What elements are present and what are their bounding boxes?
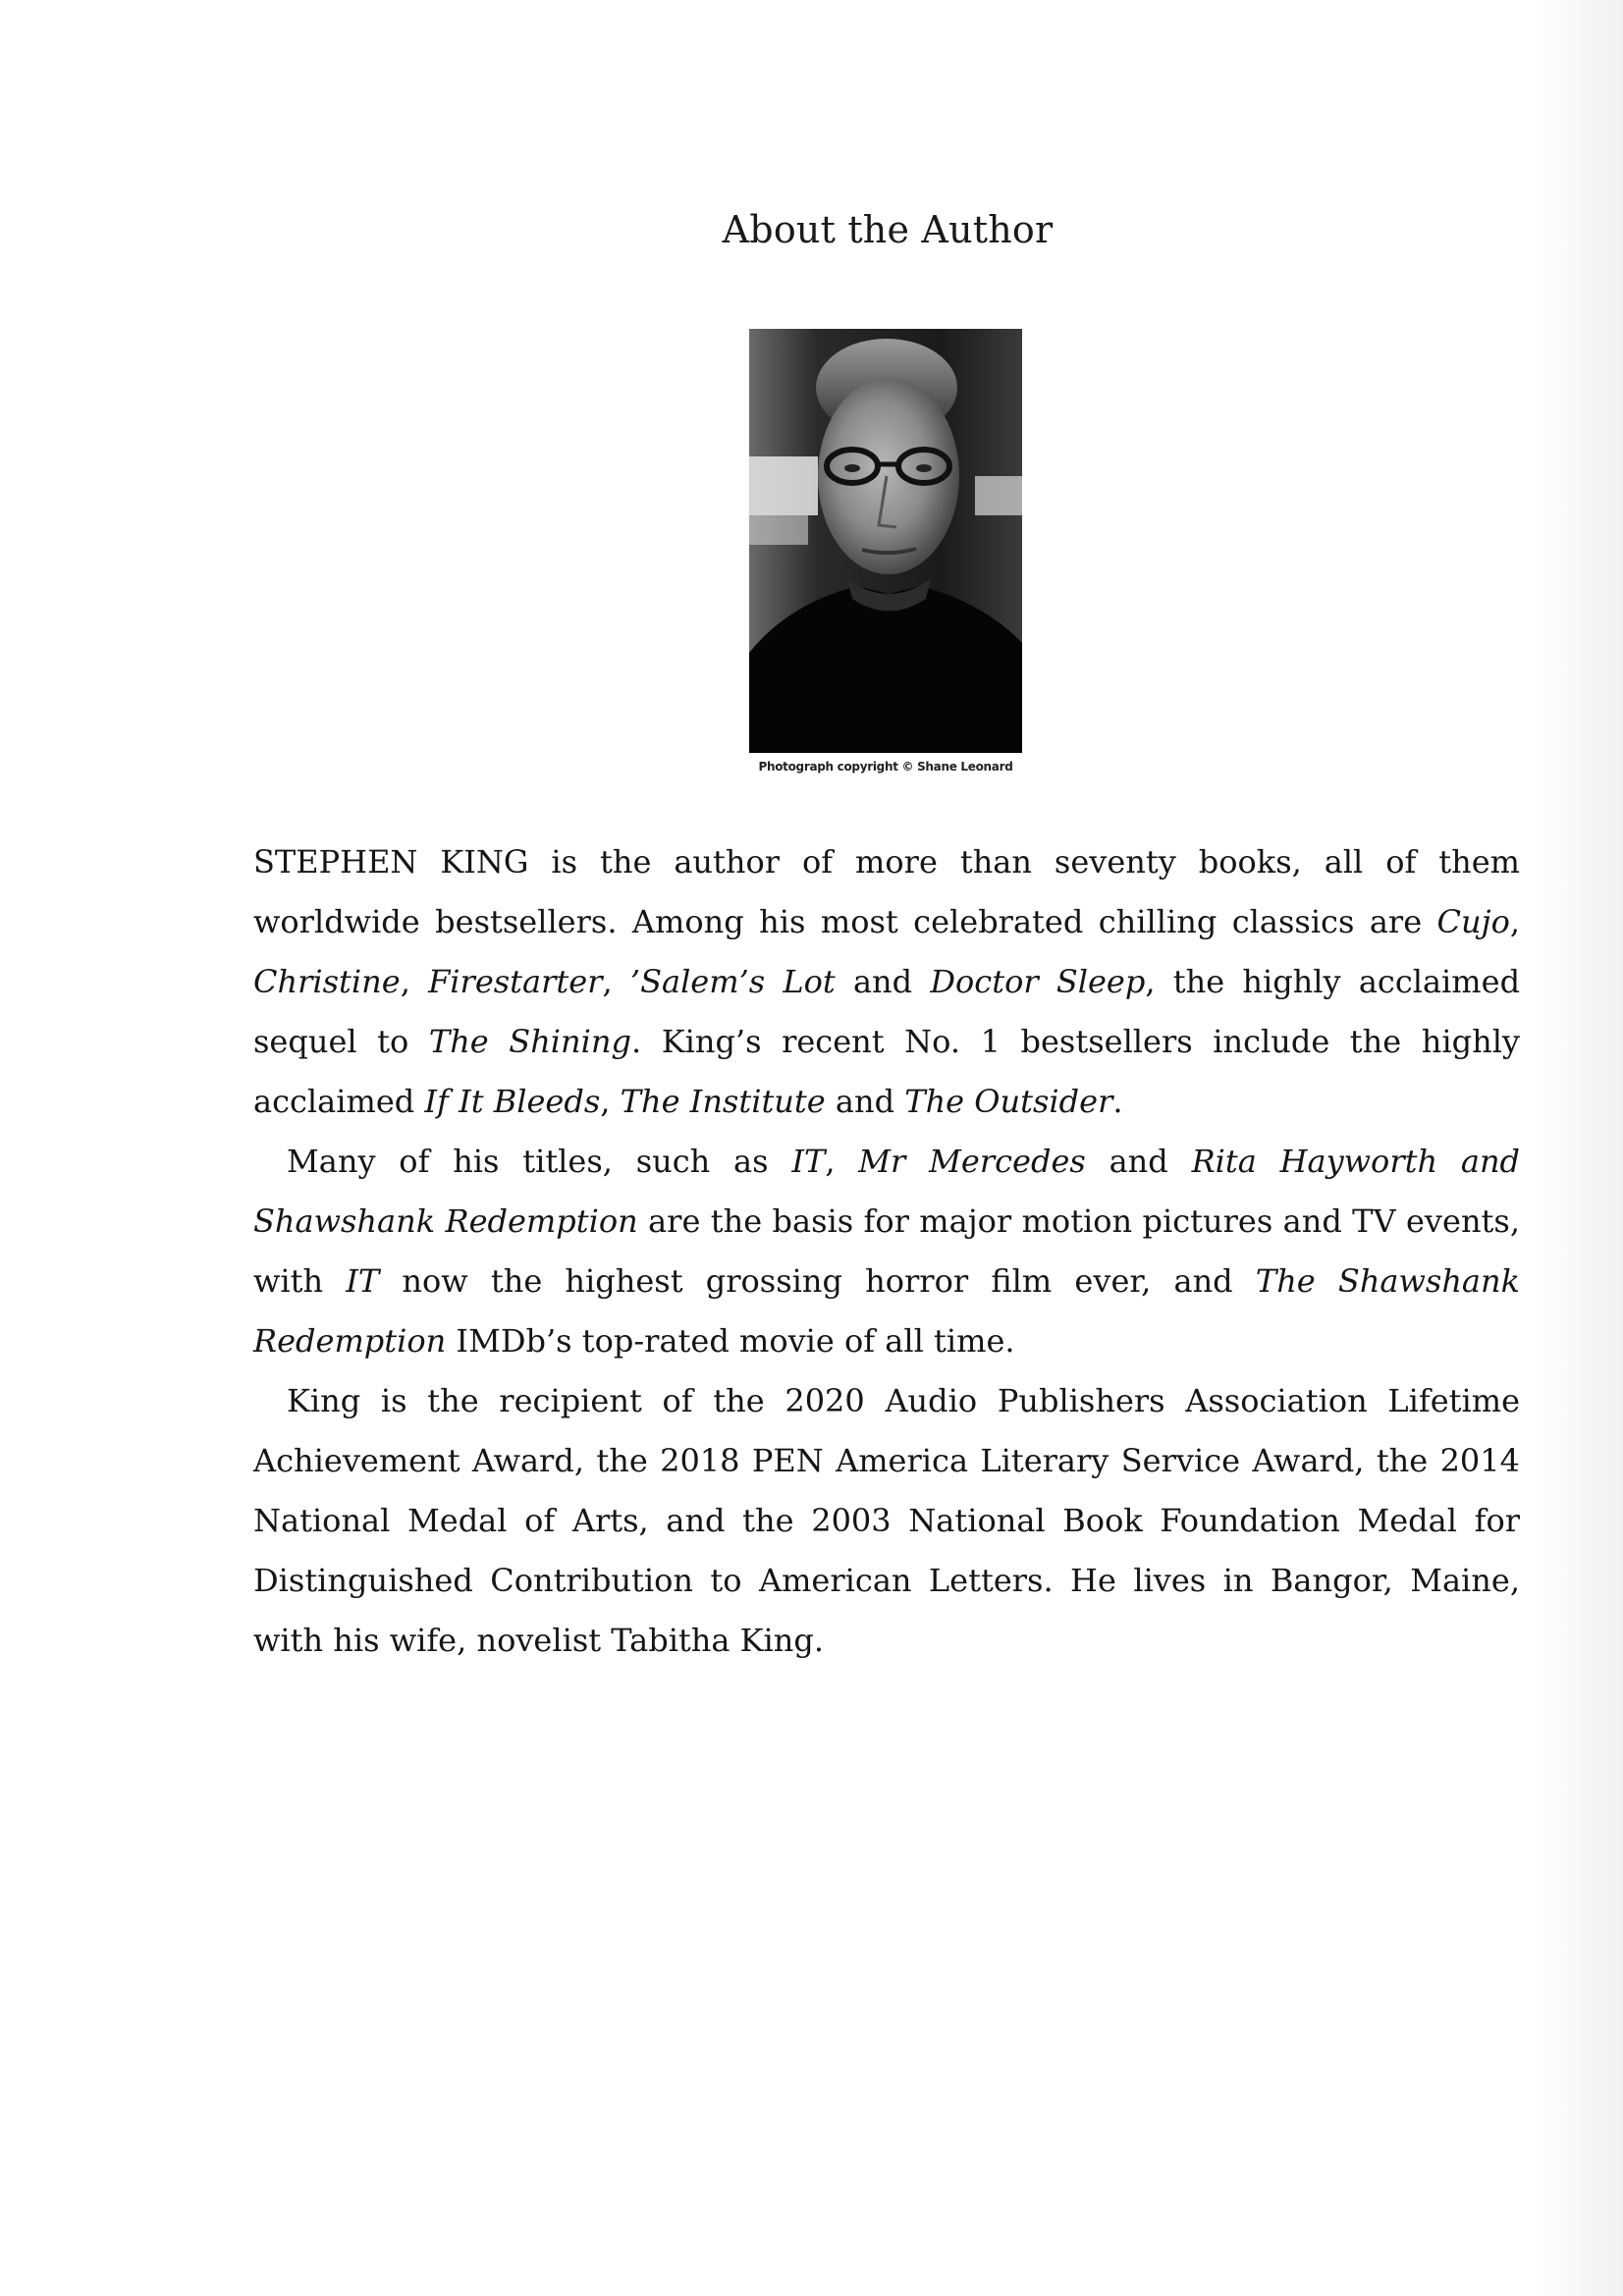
- book-title: IT: [346, 1262, 380, 1300]
- author-bio: [253, 832, 1520, 1671]
- bio-text: ,: [600, 1083, 621, 1120]
- book-title: IT: [791, 1143, 826, 1180]
- bio-text: . King’s recent No. 1 bestsellers include the highly acclaimed: [253, 1023, 1521, 1120]
- book-title: If It Bleeds: [424, 1083, 601, 1120]
- bio-text: and: [825, 1083, 905, 1120]
- bio-text: .: [1112, 1083, 1123, 1120]
- page-title: About the Author: [722, 208, 1054, 251]
- bio-text: now the highest grossing horror film ever, and: [379, 1262, 1256, 1300]
- book-title: Cujo: [1436, 903, 1510, 940]
- bio-text: are the basis for major motion pictures and TV events, with: [253, 1202, 1521, 1300]
- bio-text: ,: [825, 1143, 859, 1180]
- bio-paragraph-1: [253, 832, 1520, 1132]
- book-title: Doctor Sleep: [930, 963, 1146, 1000]
- bio-text: IMDb’s top-rated movie of all time.: [446, 1322, 1015, 1360]
- author-photo: [749, 329, 1022, 753]
- page-edge-shadow: [1535, 0, 1623, 2296]
- book-title: The Shawshank Redemption: [253, 1262, 1521, 1360]
- bio-text: ,: [1509, 903, 1520, 940]
- photo-credit: Photograph copyright © Shane Leonard: [758, 760, 1013, 774]
- book-title: Mr Mercedes: [858, 1143, 1086, 1180]
- bio-text: Many of his titles, such as: [287, 1143, 792, 1180]
- bio-text: ,: [602, 963, 630, 1000]
- book-title: Christine: [253, 963, 401, 1000]
- book-title: The Shining: [428, 1023, 631, 1060]
- book-title: Firestarter: [428, 963, 603, 1000]
- author-portrait-image: [749, 329, 1022, 753]
- book-title: The Outsider: [904, 1083, 1113, 1120]
- bio-text: and: [1085, 1143, 1192, 1180]
- bio-text: and: [835, 963, 931, 1000]
- bio-text: STEPHEN KING is the author of more than seventy books, all of them worldwide bestsellers. Among his most celebrated chilling classics are: [253, 843, 1520, 940]
- bio-paragraph-3: King is the recipient of the 2020 Audio Publishers Association Lifetime Achievement Award, the 2018 PEN America Literary Service Award, the 2014 National Medal of Arts, and the 2003 National Book Foundation Medal for Distinguished Contribution to American Letters. He lives in Bangor, Maine, with his wife, novelist Tabitha King.: [253, 1382, 1520, 1659]
- book-title: The Institute: [620, 1083, 826, 1120]
- bio-text: , the highly acclaimed sequel to: [253, 963, 1521, 1060]
- book-title: ’Salem’s Lot: [629, 963, 836, 1000]
- bio-paragraph-2: [253, 1132, 1520, 1371]
- bio-text: ,: [400, 963, 429, 1000]
- book-title: Rita Hayworth and Shawshank Redemption: [253, 1143, 1521, 1240]
